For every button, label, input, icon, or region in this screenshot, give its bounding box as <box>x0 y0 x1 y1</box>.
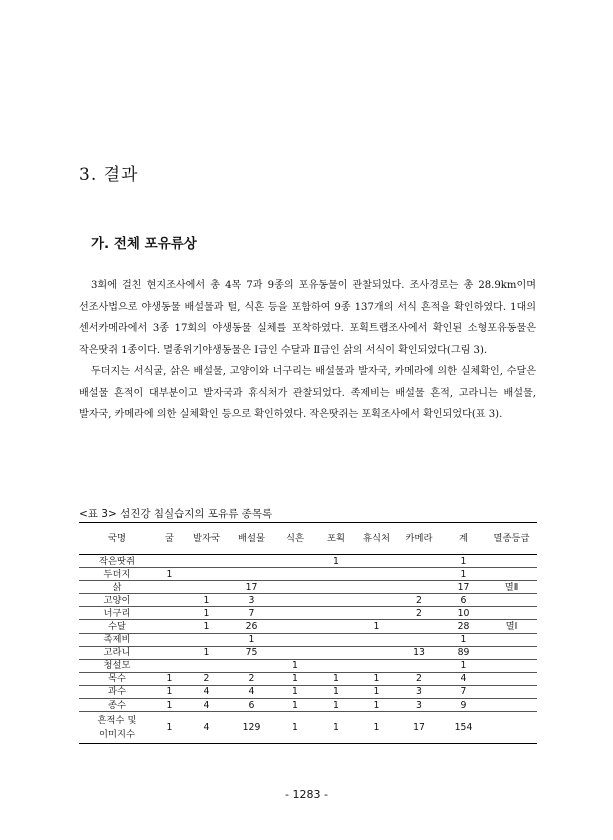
table-row <box>79 633 537 646</box>
count-cell: 1 <box>184 646 229 659</box>
species-name-cell: 두더지 <box>79 568 155 581</box>
table-row <box>79 646 537 659</box>
paragraph-species-evidence: 두더지는 서식굴, 삵은 배설물, 고양이와 너구리는 배설물과 발자국, 카메라에 의한 실체확인, 수달은 배설물 흔적이 대부분이고 발자국과 휴식처가 관찰되었다. 족제비는 배설물 흔적, 고라니는 배설물, 발자국, 카메라에 의한 실체확인 등으로 확인하였다. 작은땃쥐는 포획조사에서 확인되었다(표 3). <box>79 366 536 421</box>
count-cell: 1 <box>316 685 356 698</box>
count-cell <box>155 555 184 568</box>
species-name-cell: 흔적수 및 이미지수 <box>79 712 155 744</box>
count-cell: 6 <box>441 594 486 607</box>
count-cell <box>155 620 184 633</box>
count-cell: 10 <box>441 607 486 620</box>
count-cell: 1 <box>356 672 397 685</box>
count-cell <box>184 659 229 672</box>
species-name-cell: 삵 <box>79 581 155 594</box>
count-cell: 1 <box>184 594 229 607</box>
count-cell: 89 <box>441 646 486 659</box>
count-cell: 1 <box>155 712 184 744</box>
table-row <box>79 581 537 594</box>
count-cell <box>155 646 184 659</box>
count-cell <box>356 594 397 607</box>
count-cell <box>486 699 537 712</box>
count-cell <box>184 555 229 568</box>
count-cell: 1 <box>356 699 397 712</box>
count-cell: 2 <box>184 672 229 685</box>
count-cell: 4 <box>184 685 229 698</box>
count-cell: 6 <box>229 699 274 712</box>
count-cell: 7 <box>441 685 486 698</box>
species-name-cell: 작은땃쥐 <box>79 555 155 568</box>
count-cell: 1 <box>184 607 229 620</box>
count-cell <box>155 594 184 607</box>
count-cell <box>356 555 397 568</box>
column-header: 계 <box>441 523 486 555</box>
section-title: 3. 결과 <box>79 165 139 185</box>
count-cell <box>316 594 356 607</box>
count-cell: 1 <box>356 685 397 698</box>
count-cell <box>274 594 316 607</box>
count-cell: 9 <box>441 699 486 712</box>
count-cell <box>155 659 184 672</box>
count-cell <box>397 620 441 633</box>
count-cell: 1 <box>441 555 486 568</box>
count-cell: 2 <box>397 672 441 685</box>
count-cell: 1 <box>316 712 356 744</box>
count-cell: 1 <box>155 685 184 698</box>
count-cell <box>486 712 537 744</box>
count-cell: 4 <box>229 685 274 698</box>
count-cell <box>486 685 537 698</box>
count-cell: 1 <box>316 672 356 685</box>
count-cell <box>274 607 316 620</box>
count-cell <box>397 633 441 646</box>
column-header: 카메라 <box>397 523 441 555</box>
paragraph-results-summary: 3회에 걸친 현지조사에서 총 4목 7과 9종의 포유동물이 관찰되었다. 조사경로는 총 28.9km이며 선조사법으로 야생동물 배설물과 털, 식흔 등을 포함하여 9종 137개의 서식 흔적을 확인하였다. 1대의 센서카메라에서 3종 17회의 야생동물 실체를 포착하였다. 포획트랩조사에서 확인된 소형포유동물은 작은땃쥐 1종이다. 멸종위기야생동물은 Ⅰ급인 수달과 Ⅱ급인 삵의 서식이 확인되었다(그림 3). <box>79 280 536 356</box>
species-name-cell: 수달 <box>79 620 155 633</box>
count-cell: 1 <box>441 633 486 646</box>
count-cell: 3 <box>229 594 274 607</box>
table-row <box>79 620 537 633</box>
count-cell <box>316 646 356 659</box>
count-cell: 2 <box>229 672 274 685</box>
count-cell <box>486 672 537 685</box>
table-row <box>79 607 537 620</box>
count-cell <box>486 659 537 672</box>
table-row <box>79 555 537 568</box>
species-name-cell: 종수 <box>79 699 155 712</box>
count-cell: 7 <box>229 607 274 620</box>
subsection-title: 가. 전체 포유류상 <box>91 236 197 252</box>
count-cell: 1 <box>441 568 486 581</box>
count-cell <box>274 646 316 659</box>
column-header: 배설물 <box>229 523 274 555</box>
count-cell: 1 <box>356 620 397 633</box>
count-cell: 1 <box>274 699 316 712</box>
count-cell: 1 <box>274 712 316 744</box>
table-row <box>79 594 537 607</box>
count-cell <box>316 620 356 633</box>
count-cell: 154 <box>441 712 486 744</box>
count-cell <box>155 607 184 620</box>
count-cell: 13 <box>397 646 441 659</box>
count-cell: 1 <box>316 555 356 568</box>
page-number: - 1283 - <box>285 788 328 801</box>
count-cell <box>397 581 441 594</box>
count-cell: 129 <box>229 712 274 744</box>
count-cell <box>397 568 441 581</box>
count-cell: 1 <box>155 699 184 712</box>
count-cell <box>486 555 537 568</box>
count-cell <box>486 568 537 581</box>
count-cell <box>155 633 184 646</box>
count-cell: 1 <box>441 659 486 672</box>
count-cell: 3 <box>397 699 441 712</box>
count-cell <box>356 646 397 659</box>
count-cell <box>155 581 184 594</box>
count-cell: 1 <box>274 659 316 672</box>
count-cell: 3 <box>397 685 441 698</box>
count-cell: 2 <box>397 607 441 620</box>
count-cell: 2 <box>397 594 441 607</box>
table-row <box>79 672 537 685</box>
count-cell: 1 <box>356 712 397 744</box>
count-cell: 1 <box>274 672 316 685</box>
column-header: 발자국 <box>184 523 229 555</box>
table-row <box>79 568 537 581</box>
count-cell <box>356 568 397 581</box>
count-cell <box>316 568 356 581</box>
table-row <box>79 659 537 672</box>
count-cell: 1 <box>316 699 356 712</box>
count-cell: 1 <box>155 568 184 581</box>
count-cell <box>486 633 537 646</box>
column-header: 포획 <box>316 523 356 555</box>
table-row <box>79 699 537 712</box>
count-cell <box>397 555 441 568</box>
species-name-cell: 목수 <box>79 672 155 685</box>
column-header: 국명 <box>79 523 155 555</box>
count-cell: 28 <box>441 620 486 633</box>
count-cell: 17 <box>397 712 441 744</box>
count-cell <box>274 581 316 594</box>
count-cell: 4 <box>184 699 229 712</box>
count-cell: 17 <box>229 581 274 594</box>
column-header: 휴식처 <box>356 523 397 555</box>
count-cell <box>316 607 356 620</box>
count-cell <box>274 555 316 568</box>
count-cell <box>486 607 537 620</box>
table-header-row <box>79 523 537 555</box>
count-cell <box>229 659 274 672</box>
count-cell <box>356 659 397 672</box>
count-cell: 4 <box>441 672 486 685</box>
column-header: 식흔 <box>274 523 316 555</box>
table-caption: <표 3> 섬진강 침실습지의 포유류 종목록 <box>79 508 273 520</box>
count-cell <box>184 633 229 646</box>
count-cell <box>397 659 441 672</box>
count-cell: 75 <box>229 646 274 659</box>
count-cell <box>356 633 397 646</box>
count-cell: 4 <box>184 712 229 744</box>
count-cell <box>229 568 274 581</box>
species-table <box>79 522 537 744</box>
count-cell: 26 <box>229 620 274 633</box>
species-name-cell: 너구리 <box>79 607 155 620</box>
count-cell: 1 <box>274 685 316 698</box>
count-cell: 1 <box>184 620 229 633</box>
count-cell <box>356 581 397 594</box>
count-cell <box>486 646 537 659</box>
table-row <box>79 712 537 744</box>
count-cell <box>229 555 274 568</box>
count-cell <box>316 633 356 646</box>
species-name-cell: 청설모 <box>79 659 155 672</box>
species-name-cell: 족제비 <box>79 633 155 646</box>
column-header: 굴 <box>155 523 184 555</box>
count-cell <box>274 620 316 633</box>
count-cell: 17 <box>441 581 486 594</box>
count-cell <box>274 633 316 646</box>
count-cell: 1 <box>155 672 184 685</box>
column-header: 멸종등급 <box>486 523 537 555</box>
count-cell <box>356 607 397 620</box>
species-name-cell: 과수 <box>79 685 155 698</box>
count-cell: 멸Ⅱ <box>486 581 537 594</box>
count-cell: 멸Ⅰ <box>486 620 537 633</box>
count-cell <box>274 568 316 581</box>
table-row <box>79 685 537 698</box>
species-name-cell: 고양이 <box>79 594 155 607</box>
count-cell <box>486 594 537 607</box>
count-cell: 1 <box>229 633 274 646</box>
count-cell <box>184 581 229 594</box>
count-cell <box>184 568 229 581</box>
species-name-cell: 고라니 <box>79 646 155 659</box>
count-cell <box>316 659 356 672</box>
count-cell <box>316 581 356 594</box>
